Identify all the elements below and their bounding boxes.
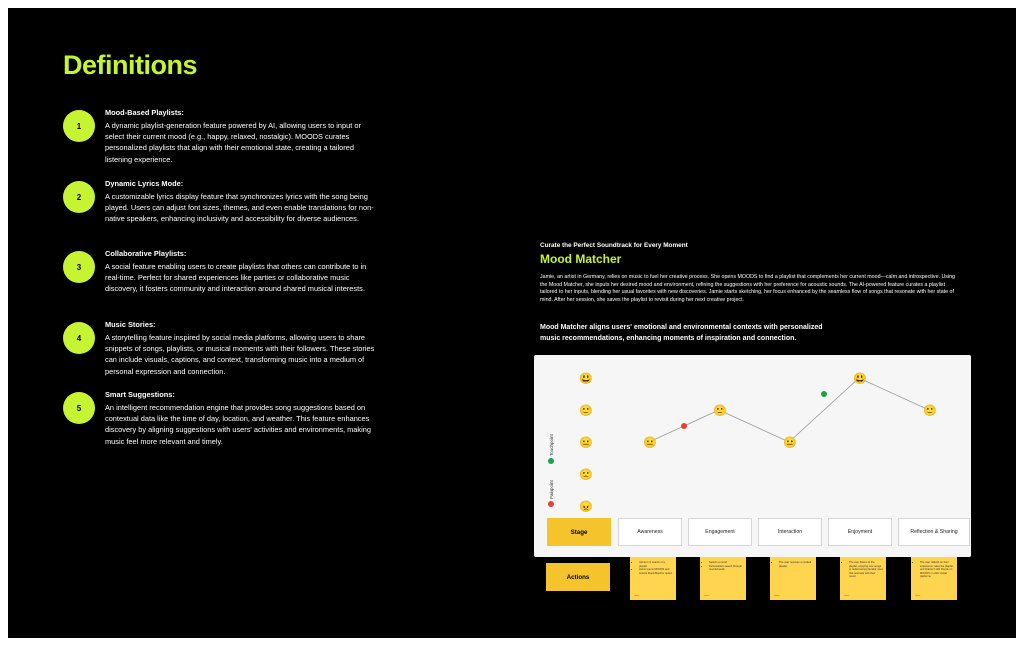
- definition-description: A dynamic playlist-generation feature powered by AI, allowing users to input or select their current mood (e.g., happy, relaxed, nostalgic). MOODS curates personalized playlists that align with their emotional state, creating a tailored listening experience.: [105, 121, 361, 164]
- definition-description: A social feature enabling users to create playlists that others can contribute to in real-time. Perfect for shared experiences like parties or collaborative music discovery, it fosters community and interaction around shared musical interests.: [105, 262, 367, 294]
- painpoint-marker: [681, 423, 687, 429]
- stage-box: Enjoyment: [828, 518, 892, 546]
- definition-title: Music Stories:: [105, 320, 156, 329]
- legend-touchpoint-label: Touchpoint: [549, 434, 554, 456]
- emotion-scale-face-icon: 🙂: [579, 405, 593, 417]
- touchpoint-marker: [821, 391, 827, 397]
- emotion-line: [649, 378, 929, 442]
- action-sticky-note: [630, 557, 676, 600]
- journey-subtitle: Curate the Perfect Soundtrack for Every Moment: [540, 242, 688, 249]
- action-sticky-note: [840, 557, 886, 600]
- legend-touchpoint-dot: [548, 458, 554, 464]
- legend-painpoint-dot: [548, 501, 554, 507]
- action-list: [844, 561, 883, 579]
- action-sticky-note: [700, 557, 746, 600]
- action-item: • The user receives a curated playlist.: [779, 561, 813, 568]
- actions-row-label: Actions: [546, 563, 610, 591]
- action-sticky-note: [770, 557, 816, 600]
- definition-title: Dynamic Lyrics Mode:: [105, 179, 184, 188]
- action-footer: Jamie: [634, 595, 640, 597]
- definition-number-badge: 4: [63, 322, 95, 354]
- definition-description: A storytelling feature inspired by social media platforms, allowing users to share snippets of songs, playlists, or musical moments with their followers. These stories can include visuals, captions, and context, transforming music into a medium of personal expression and connection.: [105, 333, 375, 376]
- action-footer: Jamie: [844, 595, 850, 597]
- action-item: • Jamie opens MOODS and selects Mood Matcher option.: [639, 568, 673, 575]
- stage-box: Reflection & Sharing: [898, 518, 970, 546]
- journey-insight: Mood Matcher aligns users' emotional and environmental contexts with personalized music recommendations, enhancing moments of inspiration and connection.: [540, 324, 823, 342]
- action-list: [774, 561, 813, 568]
- definition-title: Smart Suggestions:: [105, 390, 175, 399]
- definition-number-badge: 3: [63, 251, 95, 283]
- action-footer: Jamie: [915, 595, 921, 597]
- emotion-scale-face-icon: 🙁: [579, 469, 593, 481]
- definition-title: Collaborative Playlists:: [105, 249, 187, 258]
- action-list: [915, 561, 954, 579]
- emotion-point-face-icon: 🙂: [713, 405, 727, 417]
- emotion-scale-face-icon: 😠: [579, 501, 593, 513]
- action-list: [634, 561, 673, 575]
- emotion-point-face-icon: 😐: [783, 437, 797, 449]
- definition-number-badge: 2: [63, 181, 95, 213]
- emotion-point-face-icon: 🙂: [923, 405, 937, 417]
- definition-title: Mood-Based Playlists:: [105, 108, 184, 117]
- action-item: • The user listens to the playlist, enjoying new songs or rediscovering familiar ones that resonate with their mood.: [849, 561, 883, 579]
- stage-box: Interaction: [758, 518, 822, 546]
- emotion-scale-face-icon: 😃: [579, 373, 593, 385]
- action-footer: Jamie: [774, 595, 780, 597]
- page-title: Definitions: [63, 50, 197, 80]
- stage-row-label: Stage: [547, 518, 611, 546]
- action-sticky-note: [911, 557, 957, 600]
- journey-scenario: Jamie, an artist in Germany, relies on music to fuel her creative process. She opens MOODS to find a playlist that complements her current mood—calm and introspective. Using the Mood Matcher, she inputs her desired mood and environment, refining the suggestions with her preference for acoustic sounds. The AI-powered feature curates a playlist tailored to her inputs, blending her usual favorites with new discoveries. Jamie starts sketching, her focus enhanced by the seamless flow of songs that resonate with her state of mind. After her session, she saves the playlist to revisit during her next creative project.: [540, 274, 956, 303]
- action-list: [704, 561, 743, 572]
- emotion-scale-face-icon: 😐: [579, 437, 593, 449]
- action-item: • Jamie is in search of a playlist.: [639, 561, 673, 568]
- definition-number-badge: 1: [63, 110, 95, 142]
- stage-box: Engagement: [688, 518, 752, 546]
- definition-description: A customizable lyrics display feature that synchronizes lyrics with the song being played. Users can adjust font sizes, themes, and even enable translations for non-native speakers, enhancing inclusivity and accessibility for diverse audiences.: [105, 192, 374, 224]
- action-item: • Selects a mood.: [709, 561, 743, 565]
- action-footer: Jamie: [704, 595, 710, 597]
- definition-description: An intelligent recommendation engine that provides song suggestions based on contextual data like the time of day, location, and weather. This feature enhances discovery by aligning suggestions with users' activities and environments, making music feel more relevant and timely.: [105, 403, 371, 446]
- emotion-point-face-icon: 😃: [853, 373, 867, 385]
- emotion-point-face-icon: 😐: [643, 437, 657, 449]
- legend-painpoint-label: Painpoint: [549, 480, 554, 499]
- definition-number-badge: 5: [63, 392, 95, 424]
- journey-title: Mood Matcher: [540, 252, 622, 266]
- action-item: • Personalizes search through moods/needs.: [709, 565, 743, 572]
- action-item: • The user reflects on their experience, rates the playlist, and shares it with friends on MOODS or other social platforms.: [920, 561, 954, 579]
- stage-box: Awareness: [618, 518, 682, 546]
